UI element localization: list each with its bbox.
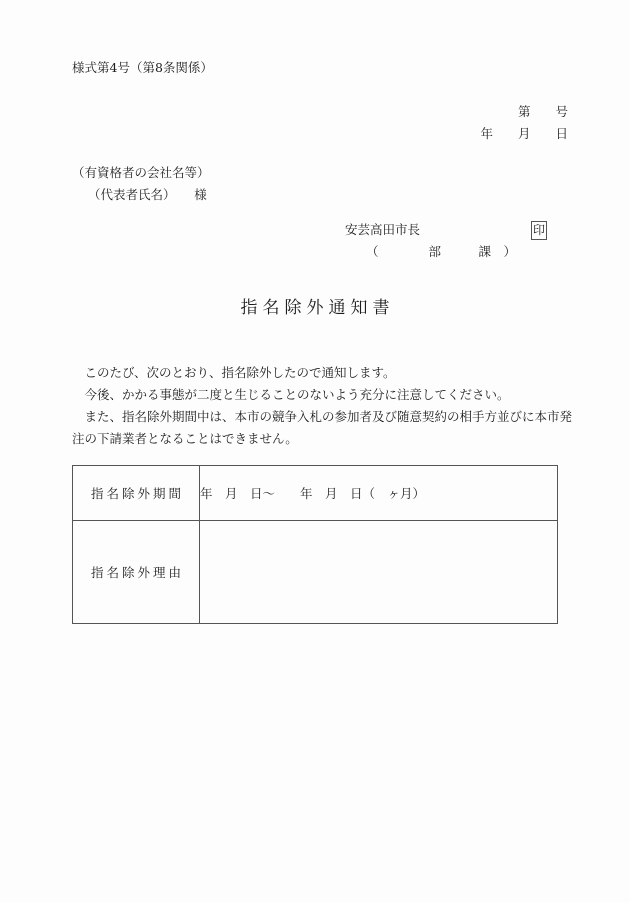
issuer-name: 安芸高田市長 bbox=[345, 222, 421, 237]
exclusion-reason-label: 指名除外理由 bbox=[73, 521, 200, 624]
body-paragraph-3: また、指名除外期間中は、本市の競争入札の参加者及び随意契約の相手方並びに本市発注の下請業者となることはできません。 bbox=[72, 409, 573, 446]
seal-stamp-box: 印 bbox=[531, 221, 547, 240]
table-row bbox=[73, 466, 558, 521]
exclusion-period-label: 指名除外期間 bbox=[73, 466, 200, 521]
exclusion-details-table bbox=[72, 465, 558, 624]
table-row bbox=[73, 521, 558, 624]
body-paragraph-2: 今後、かかる事態が二度と生じることのないよう充分に注意してください。 bbox=[84, 387, 510, 402]
issuer-department: （ 部 課 ） bbox=[366, 244, 517, 259]
addressee-representative-name: （代表者氏名） 様 bbox=[88, 187, 207, 202]
form-number: 様式第4号（第8条関係） bbox=[72, 60, 213, 75]
document-number-field: 第 号 bbox=[517, 104, 568, 119]
body-paragraph-1: このたび、次のとおり、指名除外したので通知します。 bbox=[84, 365, 396, 380]
exclusion-reason-value[interactable] bbox=[200, 521, 558, 624]
page-title: 指名除外通知書 bbox=[240, 298, 395, 318]
addressee-company: （有資格者の会社名等） bbox=[72, 165, 210, 180]
exclusion-period-value[interactable]: 年 月 日〜 年 月 日（ ヶ月） bbox=[200, 466, 558, 521]
body-text bbox=[72, 362, 572, 450]
document-date-field: 年 月 日 bbox=[480, 126, 568, 141]
